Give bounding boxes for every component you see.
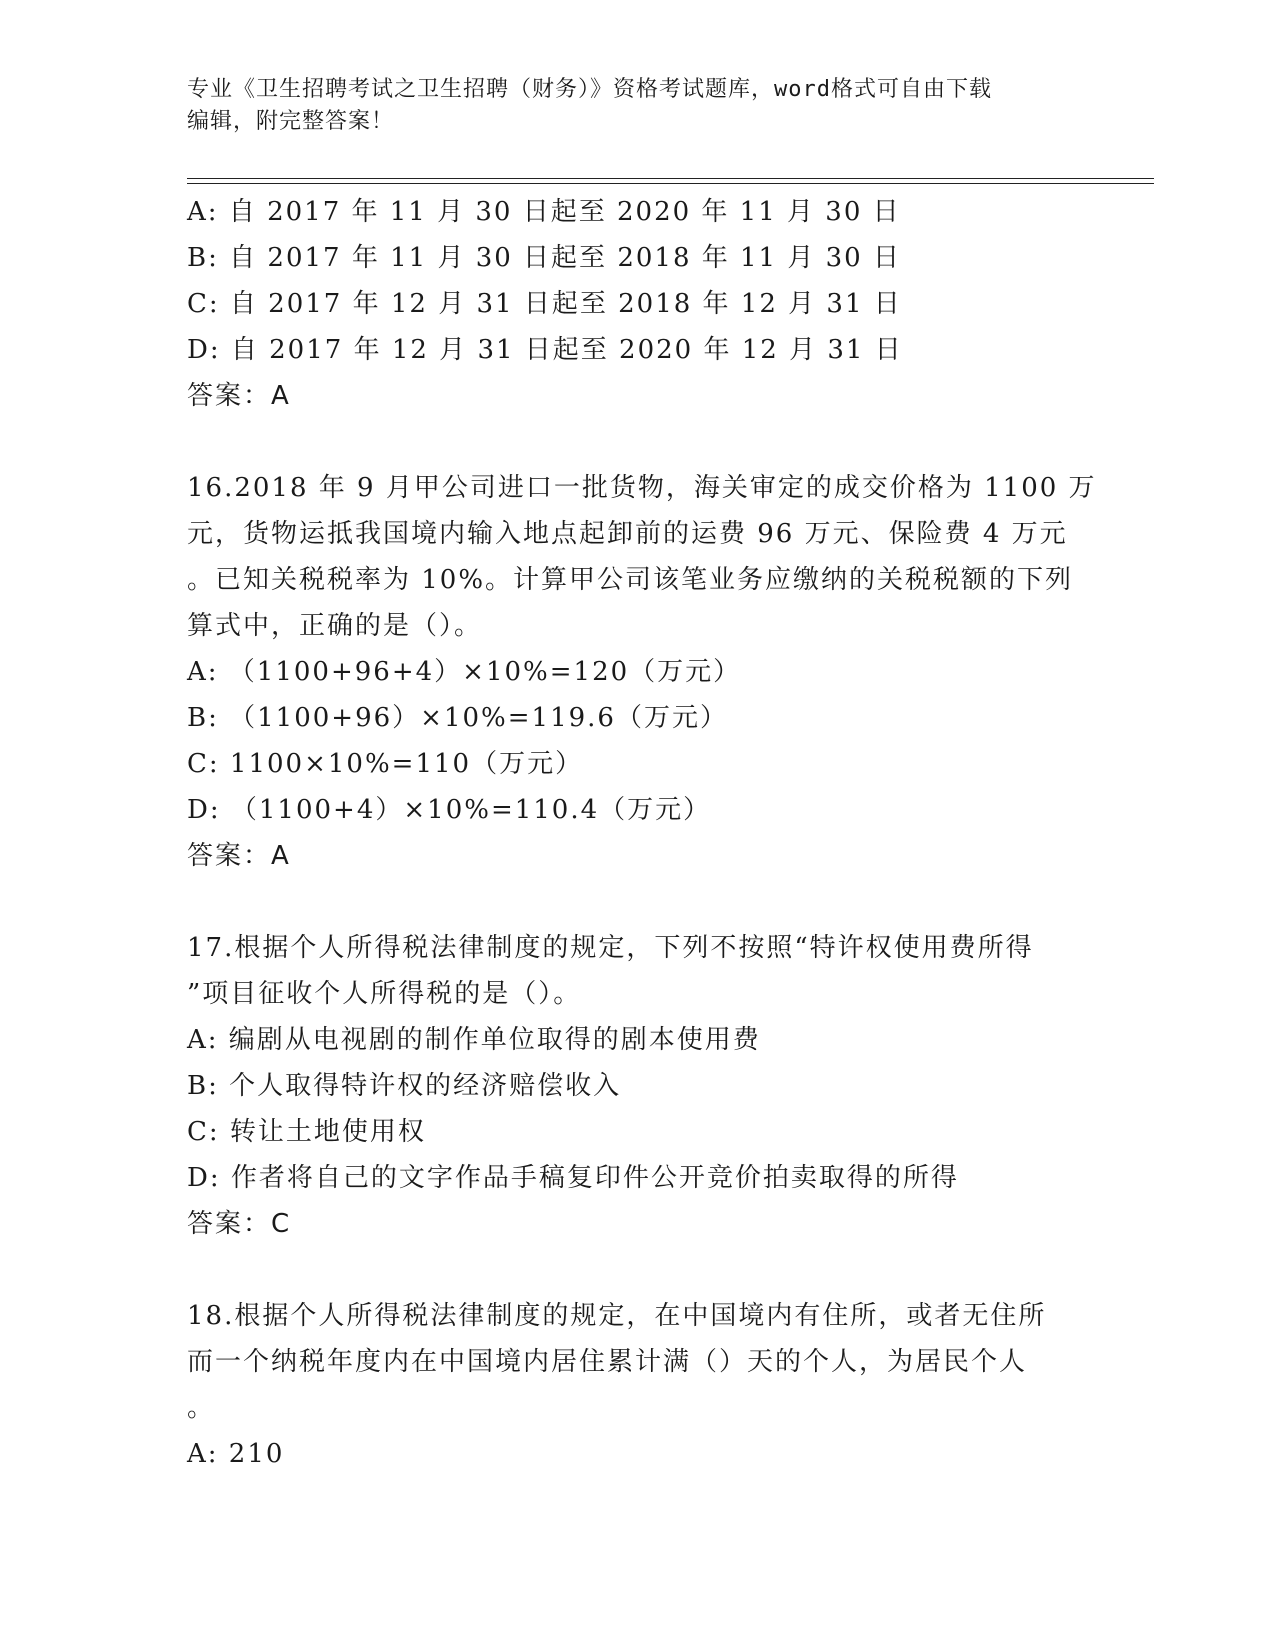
header-line-1: 专业《卫生招聘考试之卫生招聘（财务）》资格考试题库，word格式可自由下载 — [187, 77, 992, 102]
option-c: C: 1100×10%=110（万元） — [187, 749, 584, 779]
option-a: A: 210 — [187, 1439, 285, 1469]
option-c: C: 转让土地使用权 — [187, 1117, 426, 1147]
option-d: D: （1100+4）×10%=110.4（万元） — [187, 795, 712, 825]
question-16-block — [187, 465, 1097, 879]
question-stem-line: 而一个纳税年度内在中国境内居住累计满（）天的个人，为居民个人 — [187, 1347, 1028, 1377]
question-stem-line: 算式中，正确的是（）。 — [187, 611, 483, 641]
question-stem-line: 16.2018 年 9 月甲公司进口一批货物，海关审定的成交价格为 1100 万 — [187, 473, 1097, 503]
question-stem-line: 。已知关税税率为 10%。计算甲公司该笔业务应缴纳的关税税额的下列 — [187, 565, 1074, 595]
option-a: A: 编剧从电视剧的制作单位取得的剧本使用费 — [187, 1025, 761, 1055]
spacer — [187, 419, 1087, 465]
answer-line: 答案：A — [187, 381, 291, 411]
answer-line: 答案：C — [187, 1209, 292, 1239]
option-a: A: 自 2017 年 11 月 30 日起至 2020 年 11 月 30 日 — [187, 197, 901, 227]
answer-line: 答案：A — [187, 841, 291, 871]
question-stem-line: 17.根据个人所得税法律制度的规定，下列不按照“特许权使用费所得 — [187, 933, 1034, 963]
spacer — [187, 879, 1087, 925]
option-c: C: 自 2017 年 12 月 31 日起至 2018 年 12 月 31 日 — [187, 289, 902, 319]
document-header — [187, 74, 1087, 138]
question-stem-line: 18.根据个人所得税法律制度的规定，在中国境内有住所，或者无住所 — [187, 1301, 1047, 1331]
question-stem-line: 元，货物运抵我国境内输入地点起卸前的运费 96 万元、保险费 4 万元 — [187, 519, 1068, 549]
header-line-2: 编辑，附完整答案！ — [187, 109, 395, 134]
question-18-block — [187, 1293, 1087, 1477]
question-stem-line: ”项目征收个人所得税的是（）。 — [187, 979, 582, 1009]
question-stem-line: 。 — [187, 1393, 216, 1423]
question-17-block — [187, 925, 1087, 1247]
option-b: B: 自 2017 年 11 月 30 日起至 2018 年 11 月 30 日 — [187, 243, 901, 273]
option-b: B: 个人取得特许权的经济赔偿收入 — [187, 1071, 622, 1101]
header-divider-top — [187, 178, 1154, 179]
option-d: D: 自 2017 年 12 月 31 日起至 2020 年 12 月 31 日 — [187, 335, 903, 365]
spacer — [187, 1247, 1087, 1293]
question-15-block — [187, 189, 1087, 419]
option-a: A: （1100+96+4）×10%=120（万元） — [187, 657, 742, 687]
option-b: B: （1100+96）×10%=119.6（万元） — [187, 703, 728, 733]
header-divider-bottom — [187, 183, 1154, 184]
question-content — [187, 189, 1097, 1477]
option-d: D: 作者将自己的文字作品手稿复印件公开竞价拍卖取得的所得 — [187, 1163, 959, 1193]
